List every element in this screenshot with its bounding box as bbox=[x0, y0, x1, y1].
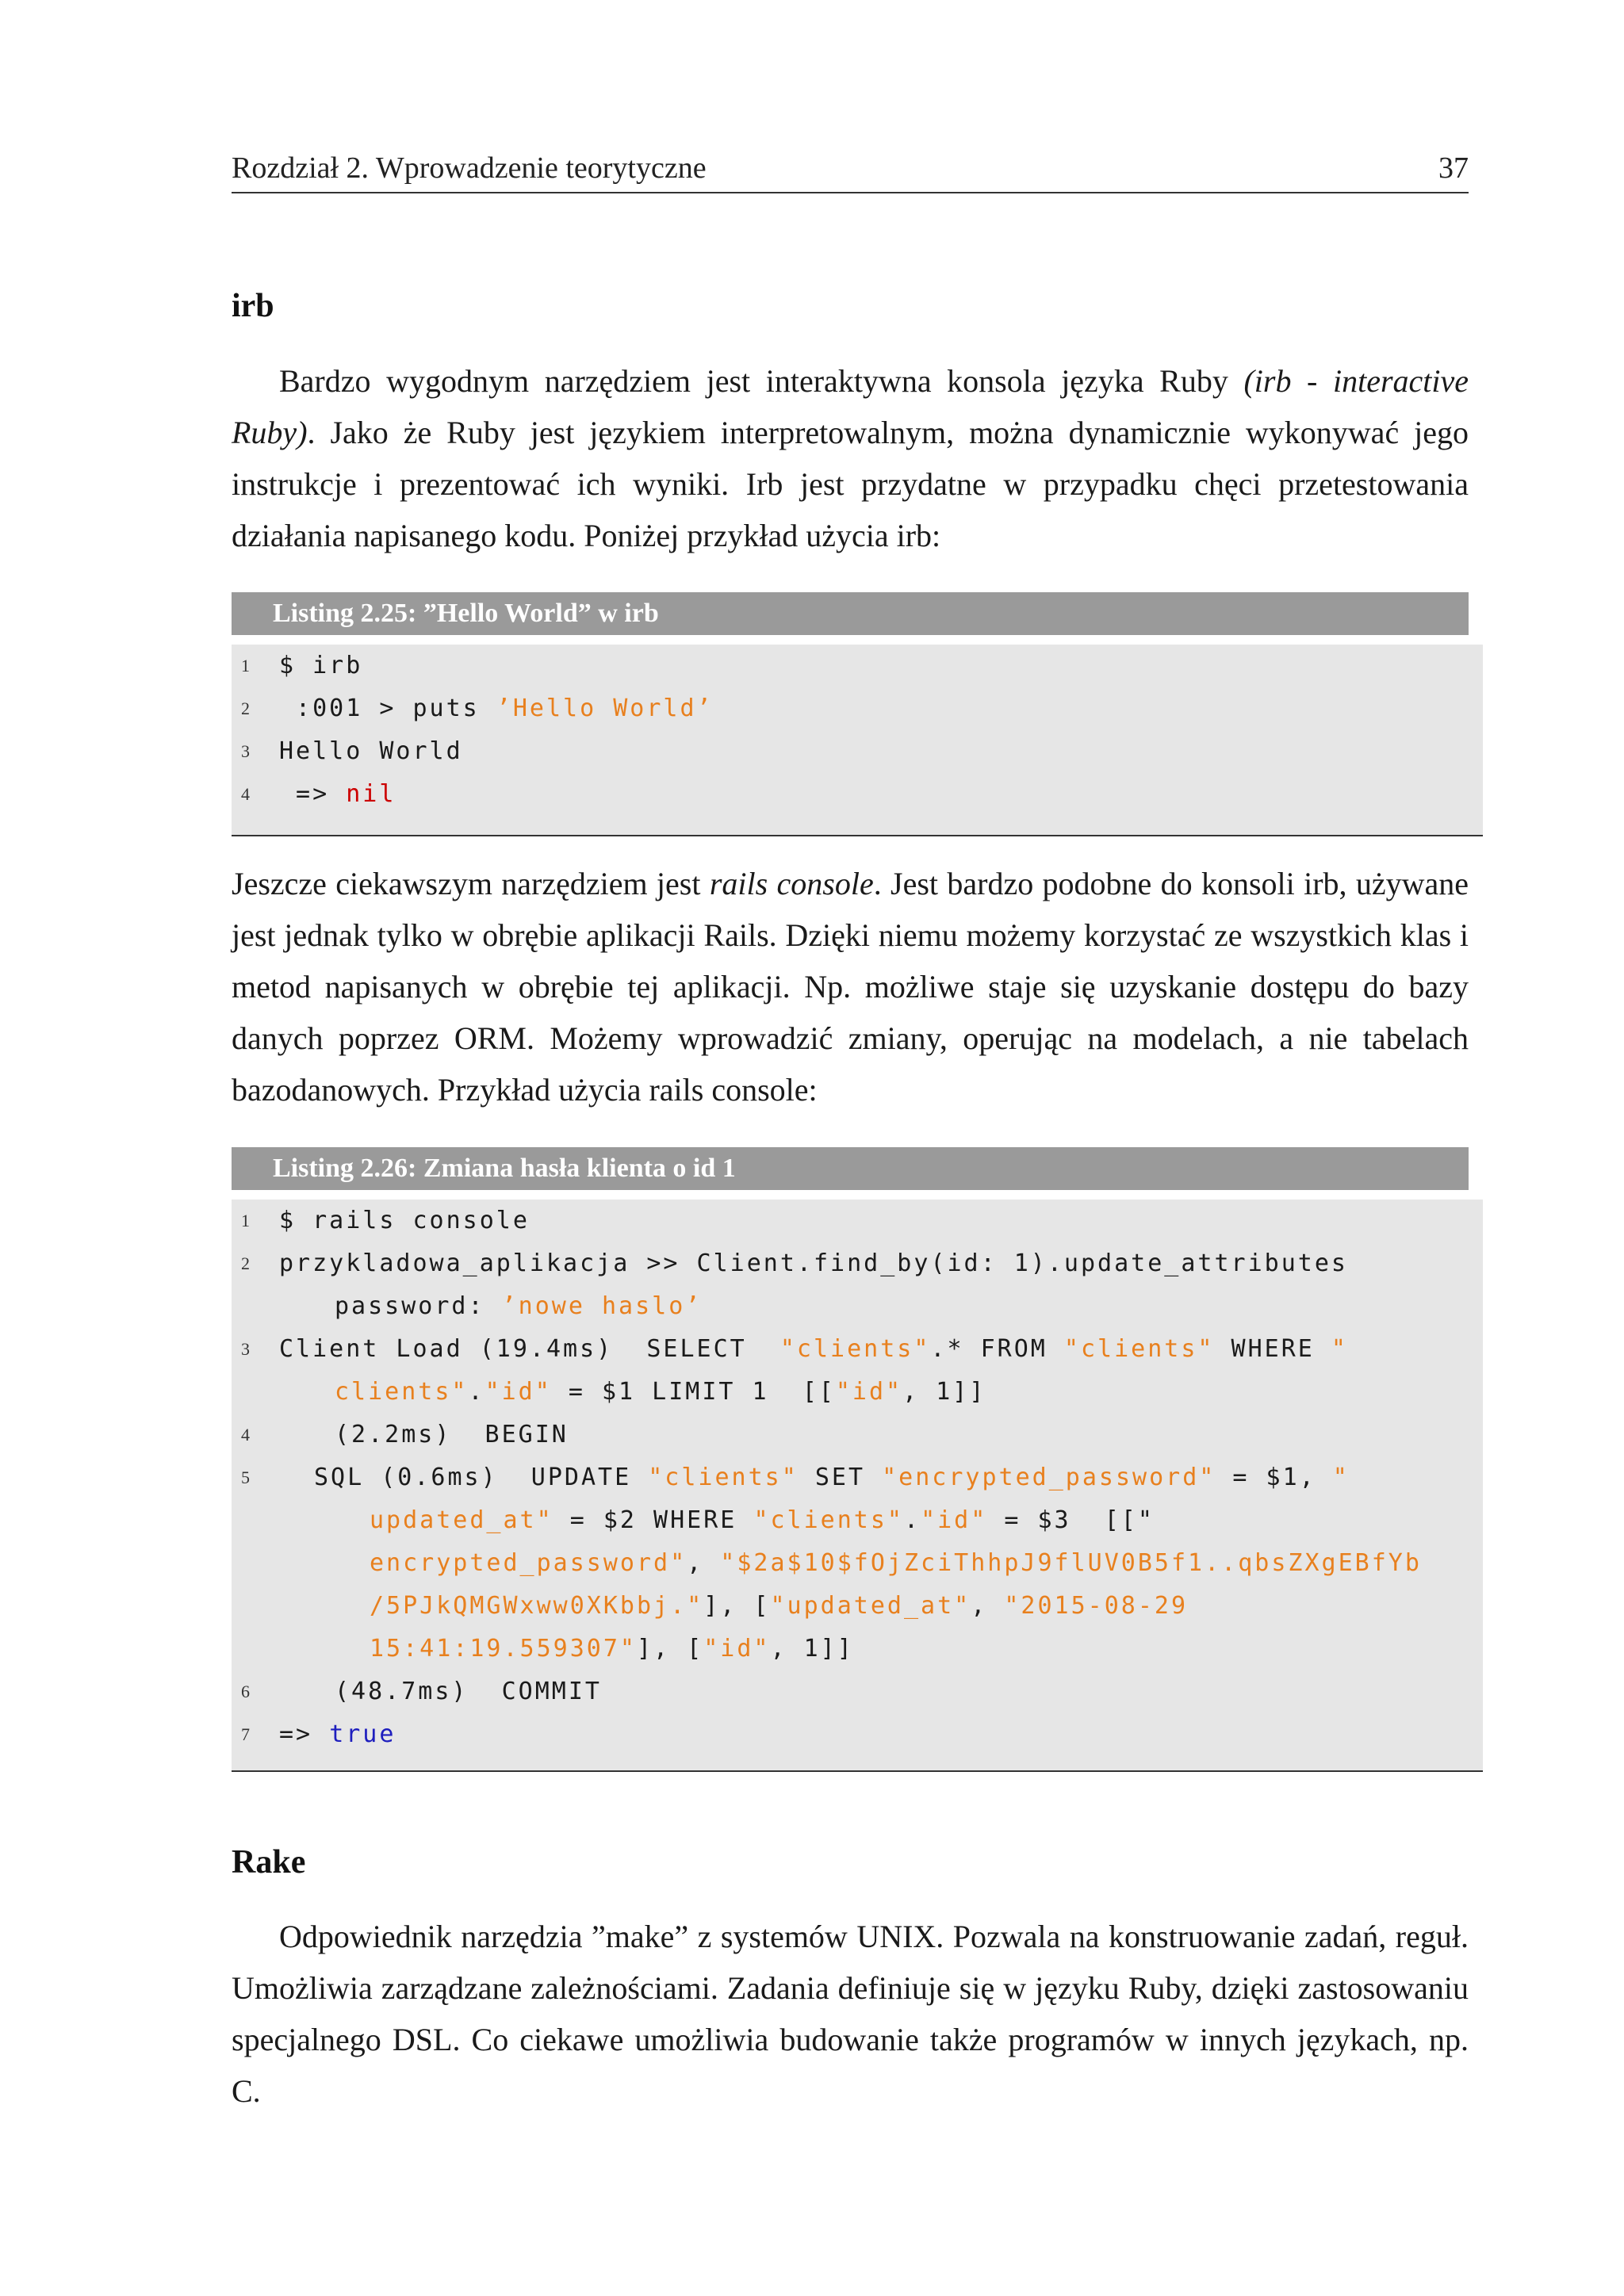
line-number: 4 bbox=[241, 784, 250, 804]
code-line: $ rails console bbox=[279, 1207, 530, 1234]
code-line: SQL (0.6ms) UPDATE "clients" SET "encrypted_password" = $1, " bbox=[314, 1464, 1350, 1491]
code-line: :001 > puts ’Hello World’ bbox=[279, 695, 714, 722]
line-number: 2 bbox=[241, 1253, 250, 1273]
rake-text: Odpowiednik narzędzia ”make” z systemów UNIX. Pozwala na konstruowanie zadań, reguł. Umożliwia zarządzane zależnościami. Zadania definiuje się w języku Ruby, dzięki zastosowaniu specjalnego DSL. Co ciekawe umożliwia budowanie także programów w innych językach, np. C. bbox=[232, 1919, 1469, 2109]
code-line-continuation: updated_at" = $2 WHERE "clients"."id" = $3 [[" bbox=[370, 1506, 1155, 1534]
code-line-continuation: password: ’nowe haslo’ bbox=[335, 1292, 703, 1320]
chapter-title: Rozdział 2. Wprowadzenie teorytyczne bbox=[232, 151, 707, 185]
rails-text-2: . Jest bardzo podobne do konsoli irb, używane jest jednak tylko w obrębie aplikacji Rails. Dzięki niemu możemy korzystać ze wszystkich klas i metod napisanych w obrębie tej aplikacji. Np. możliwe staje się uzyskanie dostępu do bazy danych poprzez ORM. Możemy wprowadzić zmiany, operując na modelach, a nie tabelach bazodanowych. Przykład użycia rails console: bbox=[232, 866, 1469, 1108]
listing-caption-text: Listing 2.26: Zmiana hasła klienta o id 1 bbox=[273, 1154, 736, 1183]
line-number: 6 bbox=[241, 1682, 250, 1701]
code-line-continuation: /5PJkQMGWxww0XKbbj."], ["updated_at", "2015-08-29 bbox=[370, 1592, 1189, 1620]
section-heading-irb: irb bbox=[232, 288, 274, 324]
code-line: przykladowa_aplikacja >> Client.find_by(id: 1).update_attributes bbox=[279, 1249, 1348, 1277]
code-listing-irb bbox=[232, 645, 1483, 836]
rails-text-1: Jeszcze ciekawszym narzędziem jest bbox=[232, 866, 710, 901]
code-line-continuation: encrypted_password", "$2a$10$fOjZciThhpJ9flUV0B5f1..qbsZXgEBfYb bbox=[370, 1549, 1422, 1577]
irb-text-italic: (irb - interactive Ruby) bbox=[232, 363, 1469, 450]
line-number: 3 bbox=[241, 741, 250, 761]
line-number: 3 bbox=[241, 1339, 250, 1359]
code-line-continuation: clients"."id" = $1 LIMIT 1 [["id", 1]] bbox=[335, 1378, 986, 1406]
paragraph-rails-console bbox=[232, 858, 1469, 1115]
document-page bbox=[232, 0, 1469, 2296]
listing-caption-hello-world bbox=[232, 592, 1469, 635]
running-header bbox=[232, 151, 1469, 193]
code-line: => true bbox=[279, 1720, 396, 1748]
line-number: 4 bbox=[241, 1425, 250, 1445]
code-line-continuation: 15:41:19.559307"], ["id", 1]] bbox=[370, 1635, 854, 1663]
paragraph-irb bbox=[232, 355, 1469, 561]
code-line: => nil bbox=[279, 780, 396, 808]
code-line: Client Load (19.4ms) SELECT "clients".* FROM "clients" WHERE " bbox=[279, 1335, 1348, 1363]
line-number: 2 bbox=[241, 698, 250, 718]
line-number: 1 bbox=[241, 656, 250, 675]
code-line: Hello World bbox=[279, 737, 463, 765]
irb-text-1: Bardzo wygodnym narzędziem jest interaktywna konsola języka Ruby bbox=[279, 363, 1244, 399]
keyword-true: true bbox=[329, 1720, 396, 1748]
keyword-nil: nil bbox=[346, 780, 396, 808]
code-listing-rails-console bbox=[232, 1200, 1483, 1772]
irb-text-2: . Jako że Ruby jest językiem interpretowalnym, można dynamicznie wykonywać jego instrukcje i prezentować ich wyniki. Irb jest przydatne w przypadku chęci przetestowania działania napisanego kodu. Poniżej przykład użycia irb: bbox=[232, 415, 1469, 553]
listing-caption-text: Listing 2.25: ”Hello World” w irb bbox=[273, 599, 659, 628]
rails-text-italic: rails console bbox=[709, 866, 874, 901]
line-number: 7 bbox=[241, 1724, 250, 1744]
listing-caption-password-change bbox=[232, 1147, 1469, 1190]
code-line: (2.2ms) BEGIN bbox=[335, 1421, 569, 1448]
code-line: $ irb bbox=[279, 652, 363, 679]
string-literal: ’Hello World’ bbox=[496, 695, 714, 722]
section-heading-rake: Rake bbox=[232, 1844, 306, 1881]
page-number: 37 bbox=[1438, 151, 1469, 185]
line-number: 5 bbox=[241, 1468, 250, 1487]
paragraph-rake bbox=[232, 1911, 1469, 2117]
code-line: (48.7ms) COMMIT bbox=[335, 1678, 602, 1705]
line-number: 1 bbox=[241, 1211, 250, 1230]
